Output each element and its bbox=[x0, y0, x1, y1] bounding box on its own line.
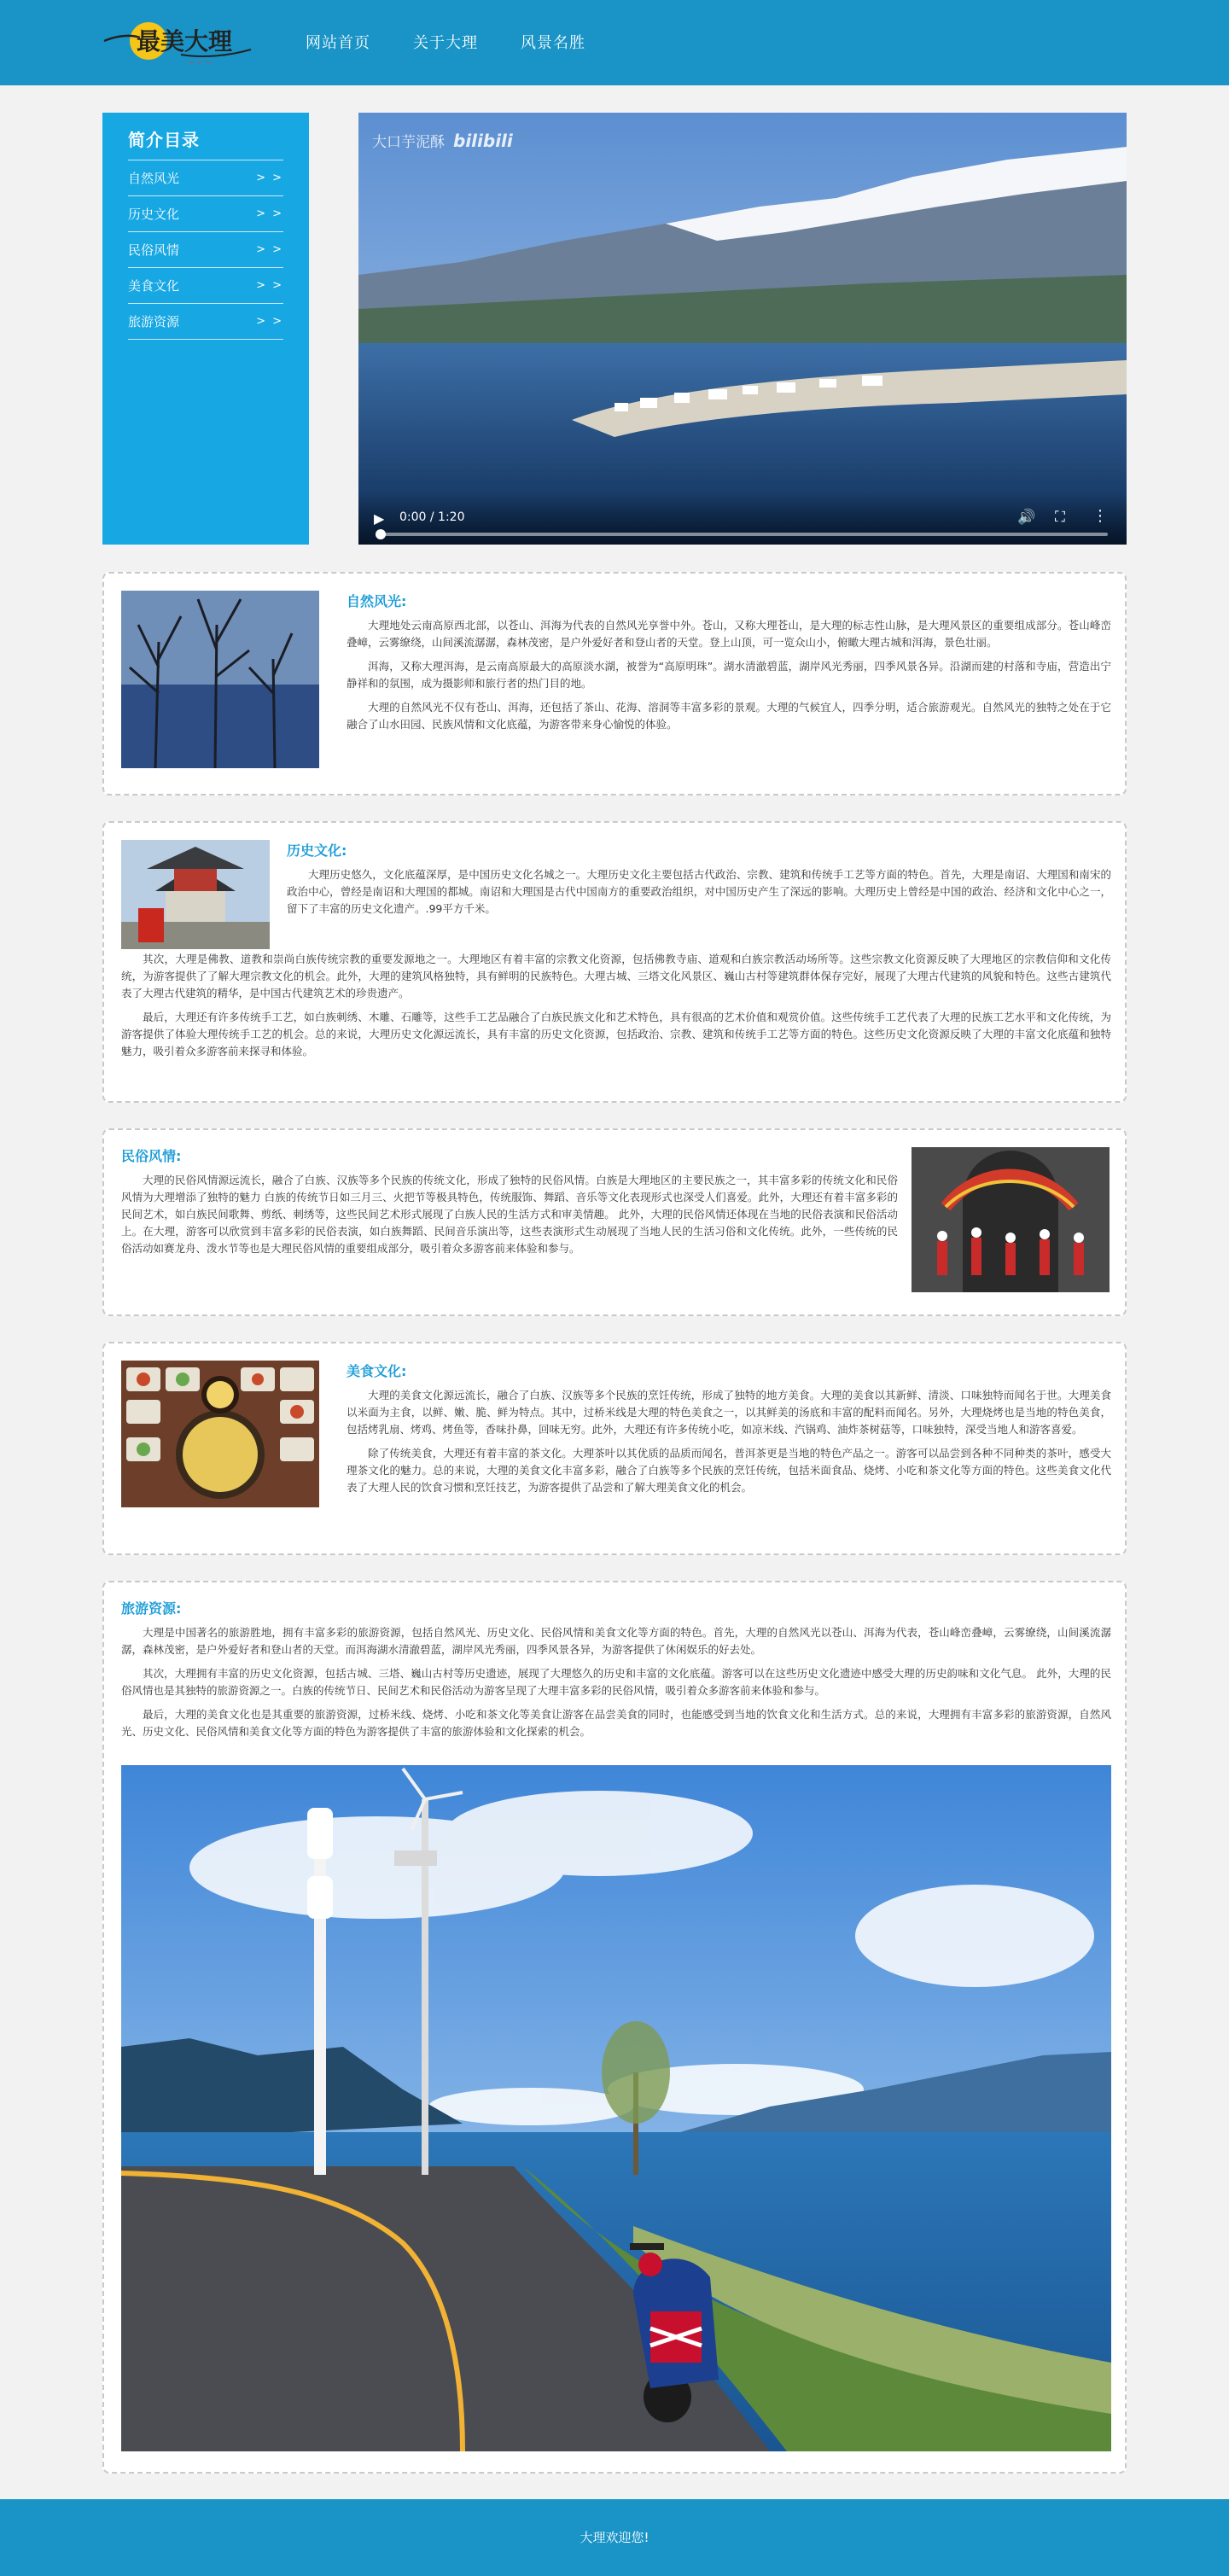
paragraph: 最后，大理的美食文化也是其重要的旅游资源，过桥米线、烧烤、小吃和茶文化等美食让游客在品尝美食的同时，也能感受到当地的饮食文化和生活方式。总的来说，大理拥有丰富多彩的旅游资源，自然风光、历史文化、民俗风情和美食文化等方面的特色为游客提供了丰富的旅游体验和文化探索的机会。 bbox=[121, 1708, 1111, 1738]
sidebar-item-label: 民俗风情 bbox=[128, 242, 180, 258]
section-title: 自然风光: bbox=[347, 593, 407, 609]
sidebar-item-travel[interactable] bbox=[128, 304, 283, 340]
chevron-right-icon: > > bbox=[256, 172, 283, 184]
sidebar-item-label: 旅游资源 bbox=[128, 314, 180, 329]
paragraph: 最后，大理还有许多传统手工艺，如白族刺绣、木雕、石雕等，这些手工艺品融合了白族民族文化和艺术特色，具有很高的艺术价值和观赏价值。这些传统手工艺代表了大理的民族工艺水平和文化传统，为游客提供了体验大理传统手工艺的机会。总的来说，大理历史文化源远流长，具有丰富的历史文化资源，包括政治、宗教、建筑和传统手工艺等方面的特色。这些历史文化资源反映了大理的丰富文化底蕴和独特魅力，吸引着众多游客前来探寻和体验。 bbox=[121, 1011, 1111, 1058]
section-folk bbox=[102, 1128, 1127, 1316]
paragraph: 其次，大理是佛教、道教和崇尚白族传统宗教的重要发源地之一。大理地区有着丰富的宗教文化资源，包括佛教寺庙、道观和白族宗教活动场所等。这些宗教文化资源反映了大理地区的宗教信仰和文化传统，为游客提供了了解大理宗教文化的机会。此外，大理的建筑风格独特，具有鲜明的民族特色。大理古城、三塔文化风景区、巍山古村等建筑群体保存完好，展现了大理古代建筑的风貌和特色。这些古建筑代表了大理古代建筑的精华，是中国古代建筑艺术的珍贵遗产。 bbox=[121, 953, 1111, 1000]
paragraph: 大理是中国著名的旅游胜地，拥有丰富多彩的旅游资源，包括自然风光、历史文化、民俗风情和美食文化等方面的特色。首先，大理的自然风光以苍山、洱海为代表，苍山峰峦叠嶂，云雾缭绕，山间溪流潺潺，森林茂密，是户外爱好者和登山者的天堂。而洱海湖水清澈碧蓝，湖岸风光秀丽，四季风景各异，为游客提供了休闲娱乐的好去处。 bbox=[121, 1626, 1111, 1656]
sidebar-title: 简介目录 bbox=[128, 121, 283, 160]
paragraph: 大理的民俗风情源远流长，融合了白族、汉族等多个民族的传统文化，形成了独特的民俗风情。白族是大理地区的主要民族之一，其丰富多彩的传统文化和民俗风情为大理增添了独特的魅力 白族的传统节日如三月三、火把节等极具特色，传统服饰、舞蹈、音乐等文化表现形式也深受人们喜爱。此外，大理还有着丰富多彩的民间艺术，如白族民间歌舞、剪纸、刺绣等，这些民间艺术形式展现了白族人民的生活方式和审美情趣。 此外，大理的民俗风情还体现在当地的民俗表演和民俗活动上。在大理，游客可以欣赏到丰富多彩的民俗表演，如白族舞蹈、民间音乐演出等，这些表演形式生动展现了当地人民的生活习俗和文化传统。此外，一些传统的民俗活动如赛龙舟、泼水节等也是大理民俗风情的重要组成部分，吸引着众多游客前来体验和参与。 bbox=[121, 1174, 898, 1255]
video-controls bbox=[358, 492, 1127, 545]
footer-text: 大理欢迎您! bbox=[580, 2530, 649, 2545]
paragraph: 洱海，又称大理洱海，是云南高原最大的高原淡水湖，被誉为“高原明珠”。湖水清澈碧蓝，湖岸风光秀丽，四季风景各异。沿湖而建的村落和寺庙，营造出宁静祥和的氛围，成为摄影师和旅行者的热门目的地。 bbox=[347, 660, 1111, 690]
section-travel bbox=[102, 1581, 1127, 2474]
footer bbox=[0, 2499, 1229, 2576]
chevron-right-icon: > > bbox=[256, 279, 283, 292]
nature-image bbox=[121, 591, 319, 768]
more-options-icon[interactable]: ⋮ bbox=[1092, 507, 1108, 525]
video-frame bbox=[358, 113, 1127, 545]
video-watermark: 大口芋泥酥 bilibili bbox=[372, 131, 513, 151]
history-image bbox=[121, 840, 270, 949]
sidebar-item-label: 自然风光 bbox=[128, 171, 180, 186]
section-title: 旅游资源: bbox=[121, 1600, 182, 1617]
nav-scenery[interactable]: 风景名胜 bbox=[521, 34, 585, 52]
travel-image bbox=[121, 1765, 1111, 2451]
section-nature bbox=[102, 572, 1127, 796]
section-history bbox=[102, 821, 1127, 1103]
paragraph: 大理历史悠久，文化底蕴深厚，是中国历史文化名城之一。大理历史文化主要包括古代政治、宗教、建筑和传统手工艺等方面的特色。首先，大理是南诏、大理国和南宋的政治中心，曾经是南诏和大理国的都城。南诏和大理国是古代中国南方的重要政治组织，对中国历史产生了深远的影响。大理历史上曾经是中国的政治、经济和文化中心之一，留下了丰富的历史文化遗产。.99平方千米。 bbox=[287, 868, 1111, 915]
paragraph: 除了传统美食，大理还有着丰富的茶文化。大理茶叶以其优质的品质而闻名，普洱茶更是当地的特色产品之一。游客可以品尝到各种不同种类的茶叶，感受大理茶文化的魅力。总的来说，大理的美食文化丰富多彩，融合了白族等多个民族的烹饪传统，包括米面食品、烧烤、小吃和茶文化等方面的特色。这些美食文化代表了大理人民的饮食习惯和烹饪技艺，为游客提供了品尝和了解大理美食文化的机会。 bbox=[347, 1447, 1111, 1494]
sidebar-item-label: 美食文化 bbox=[128, 278, 180, 294]
sidebar-item-folk[interactable] bbox=[128, 232, 283, 268]
paragraph: 其次，大理拥有丰富的历史文化资源，包括古城、三塔、巍山古村等历史遗迹，展现了大理悠久的历史和丰富的文化底蕴。游客可以在这些历史文化遗迹中感受大理的历史韵味和文化气息。 此外，大理的民俗风情也是其独特的旅游资源之一。白族的传统节日、民间艺术和民俗活动为游客呈现了大理丰富多彩的民俗风情，吸引着众多游客前来体验和参与。 bbox=[121, 1667, 1111, 1697]
chevron-right-icon: > > bbox=[256, 207, 283, 220]
video-player[interactable] bbox=[358, 113, 1127, 545]
section-title: 民俗风情: bbox=[121, 1148, 182, 1164]
food-image bbox=[121, 1361, 319, 1507]
svg-text:最美大理: 最美大理 bbox=[137, 27, 233, 55]
svg-text:~ ~ ~: ~ ~ ~ bbox=[188, 59, 213, 67]
chevron-right-icon: > > bbox=[256, 243, 283, 256]
paragraph: 大理的自然风光不仅有苍山、洱海，还包括了茶山、花海、溶洞等丰富多彩的景观。大理的气候宜人，四季分明，适合旅游观光。自然风光的独特之处在于它融合了山水田园、民族风情和文化底蕴，为游客带来身心愉悦的体验。 bbox=[347, 701, 1111, 731]
video-progress-knob[interactable] bbox=[376, 529, 386, 539]
video-time: 0:00 / 1:20 bbox=[399, 510, 465, 524]
sidebar-item-history[interactable] bbox=[128, 196, 283, 232]
nav-about[interactable]: 关于大理 bbox=[413, 34, 478, 52]
paragraph: 大理地处云南高原西北部，以苍山、洱海为代表的自然风光享誉中外。苍山，又称大理苍山，是大理的标志性山脉，是大理风景区的重要组成部分。苍山峰峦叠嶂，云雾缭绕，山间溪流潺潺，森林茂密，是户外爱好者和登山者的天堂。登上山顶，可一览众山小，俯瞰大理古城和洱海，景色壮丽。 bbox=[347, 619, 1111, 649]
site-logo[interactable] bbox=[99, 15, 258, 70]
volume-icon[interactable]: 🔊 bbox=[1017, 509, 1036, 526]
top-header bbox=[0, 0, 1229, 85]
main-nav bbox=[306, 31, 585, 53]
fullscreen-icon[interactable]: ⛶ bbox=[1055, 509, 1065, 526]
play-icon[interactable]: ▶ bbox=[374, 510, 385, 527]
video-progress-bar[interactable] bbox=[376, 533, 1108, 536]
sidebar-menu bbox=[102, 113, 309, 545]
sidebar-item-label: 历史文化 bbox=[128, 207, 180, 222]
nav-home[interactable]: 网站首页 bbox=[306, 34, 370, 52]
paragraph: 大理的美食文化源远流长，融合了白族、汉族等多个民族的烹饪传统，形成了独特的地方美食。大理的美食以其新鲜、清淡、口味独特而闻名于世。大理美食以米面为主食，以鲜、嫩、脆、鲜为特点。其中，过桥米线是大理的特色美食之一，以其鲜美的汤底和丰富的配料而闻名。另外，大理烧烤也是当地的特色美食，包括烤乳扇、烤鸡、烤鱼等，香味扑鼻，回味无穷。此外，大理还有许多传统小吃，如凉米线、汽锅鸡、油炸茶树菇等，口味独特，深受当地人和游客喜爱。 bbox=[347, 1389, 1111, 1436]
chevron-right-icon: > > bbox=[256, 315, 283, 328]
section-food bbox=[102, 1342, 1127, 1555]
section-title: 美食文化: bbox=[347, 1363, 407, 1379]
section-title: 历史文化: bbox=[287, 842, 347, 859]
folk-image bbox=[912, 1147, 1110, 1292]
sidebar-item-nature[interactable] bbox=[128, 160, 283, 196]
sidebar-item-food[interactable] bbox=[128, 268, 283, 304]
